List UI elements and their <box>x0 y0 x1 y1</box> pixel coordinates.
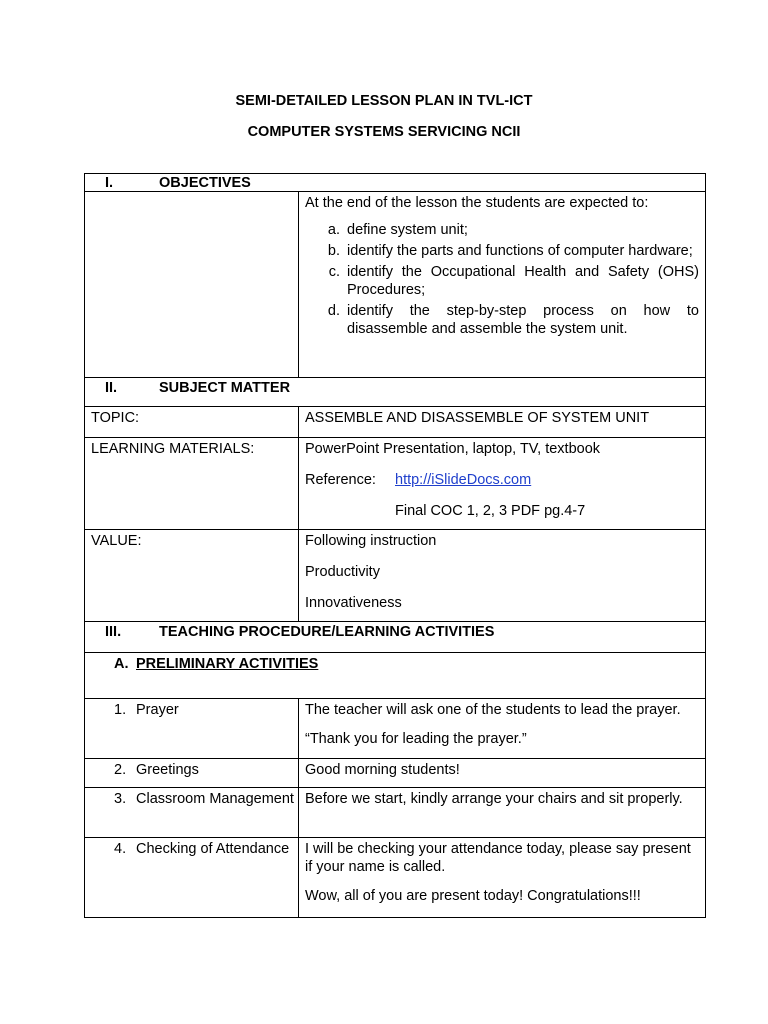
reference-link[interactable]: http://iSlideDocs.com <box>395 472 532 488</box>
activity-line: Good morning students! <box>305 762 460 778</box>
activity-name-cell <box>85 759 299 788</box>
value-label: VALUE: <box>85 530 299 622</box>
document-subtitle: COMPUTER SYSTEMS SERVICING NCII <box>247 124 521 140</box>
procedure-header <box>85 622 706 653</box>
activity-name: Prayer <box>136 702 179 718</box>
materials-content <box>299 438 706 530</box>
values-content <box>299 530 706 622</box>
objectives-left-cell <box>85 192 299 378</box>
activity-content <box>299 838 706 918</box>
section-label: TEACHING PROCEDURE/LEARNING ACTIVITIES <box>159 624 495 640</box>
value-item: Following instruction <box>305 533 437 549</box>
activity-name-cell <box>85 699 299 759</box>
activity-number: 2. <box>114 762 127 778</box>
activity-content <box>299 759 706 788</box>
activity-line: Wow, all of you are present today! Congratulations!!! <box>305 888 641 904</box>
activity-number: 3. <box>114 791 127 807</box>
objectives-list <box>299 221 705 338</box>
activity-name-cell <box>85 788 299 838</box>
activity-name: Classroom Management <box>136 791 294 807</box>
activity-line: Before we start, kindly arrange your chairs and sit properly. <box>305 791 683 807</box>
activity-name: Greetings <box>136 762 199 778</box>
objectives-header <box>85 174 706 192</box>
objectives-content <box>299 192 706 378</box>
reference-label: Reference: <box>305 472 376 488</box>
section-number: III. <box>105 624 122 640</box>
value-item: Productivity <box>305 564 380 580</box>
document-title: SEMI-DETAILED LESSON PLAN IN TVL-ICT <box>235 93 533 109</box>
preliminary-header <box>85 653 706 699</box>
activity-number: 4. <box>114 841 127 857</box>
subsection-label: PRELIMINARY ACTIVITIES <box>136 656 319 672</box>
subsection-number: A. <box>114 656 129 672</box>
activity-name: Checking of Attendance <box>136 841 290 857</box>
lesson-plan-table <box>84 173 706 918</box>
topic-label: TOPIC: <box>85 407 299 438</box>
list-item: d. identify the step-by-step process on how to disassemble and assemble the system unit. <box>344 302 699 338</box>
activity-line: I will be checking your attendance today, please say present if your name is called. <box>305 841 691 875</box>
topic-value: ASSEMBLE AND DISASSEMBLE OF SYSTEM UNIT <box>299 407 706 438</box>
section-number: I. <box>105 175 114 191</box>
activity-name-cell <box>85 838 299 918</box>
activity-content <box>299 788 706 838</box>
section-label: SUBJECT MATTER <box>159 380 291 396</box>
materials-label: LEARNING MATERIALS: <box>85 438 299 530</box>
reference-secondary: Final COC 1, 2, 3 PDF pg.4-7 <box>395 503 586 519</box>
subject-matter-header <box>85 378 706 407</box>
activity-line: The teacher will ask one of the students to lead the prayer. <box>305 702 681 718</box>
activity-content <box>299 699 706 759</box>
reference-line <box>305 471 699 489</box>
activity-number: 1. <box>114 702 127 718</box>
list-item: b. identify the parts and functions of computer hardware; <box>344 242 699 260</box>
section-number: II. <box>105 380 118 396</box>
value-item: Innovativeness <box>305 595 402 611</box>
materials-value: PowerPoint Presentation, laptop, TV, textbook <box>305 441 601 457</box>
section-label: OBJECTIVES <box>159 175 251 191</box>
activity-line: “Thank you for leading the prayer.” <box>305 731 527 747</box>
list-item: a. define system unit; <box>344 221 699 239</box>
objectives-intro: At the end of the lesson the students are expected to: <box>305 195 649 211</box>
list-item: c. identify the Occupational Health and Safety (OHS) Procedures; <box>344 263 699 299</box>
